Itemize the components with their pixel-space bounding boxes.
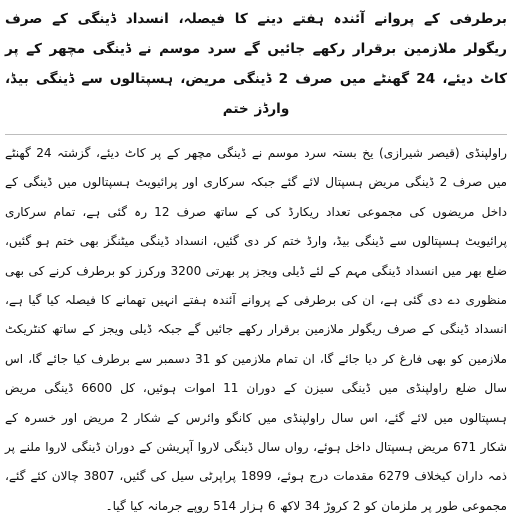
headline-divider (5, 134, 507, 135)
article-headline: برطرفی کے پروانے آئندہ ہفتے دینے کا فیصلہ، انسداد ڈینگی کے صرف ریگولر ملازمین برقرار رکھے جائیں گے سرد موسم نے ڈینگی مچھر کے پر کاٹ دیئے، 24 گھنٹے میں صرف 2 ڈینگی مریض، ہسپتالوں سے ڈینگی بیڈ، وارڈز ختم (5, 11, 507, 117)
article-body: راولپنڈی (قیصر شیرازی) یخ بستہ سرد موسم نے ڈینگی مچھر کے پر کاٹ دیئے، گزشتہ 24 گھنٹے میں صرف 2 ڈینگی مریض ہسپتال لائے گئے جبکہ سرکاری اور پرائیویٹ ہسپتالوں میں ڈینگی کے داخل مریضوں کی مجموعی تعداد ریکارڈ کی کے ساتھ صرف 12 رہ گئی ہے، تمام سرکاری پرائیویٹ ہسپتالوں سے ڈینگی بیڈ، وارڈ ختم کر دی گئیں، انسداد ڈینگی میٹنگز بھی ختم ہو گئیں، ضلع بھر میں انسداد ڈینگی مہم کے لئے ڈیلی ویجز پر بھرتی 3200 ورکرز کو برطرف کرنے کی بھی منظوری دے دی گئی ہے، ان کی برطرفی کے پروانے آئندہ ہفتے انہیں تھمانے کا فیصلہ کیا گیا ہے، انسداد ڈینگی کے صرف ریگولر ملازمین برقرار رکھے جائیں گے جبکہ ڈیلی ویجز کے ساتھ کنٹریکٹ ملازمین کو بھی فارغ کر دیا جائے گا، ان تمام ملازمین کو 31 دسمبر سے برطرف کیا جائے گا، اس سال ضلع راولپنڈی میں ڈینگی سیزن کے دوران 11 اموات ہوئیں، کل 6600 ڈینگی مریض ہسپتالوں میں لائے گئے، اس سال راولپنڈی میں کانگو وائرس کے شکار 2 مریض اور خسرہ کے شکار 671 مریض ہسپتال داخل ہوئے، رواں سال ڈینگی لاروا آپریشن کے دوران ڈینگی لاروا ملنے پر ذمہ داران کیخلاف 6279 مقدمات درج ہوئے، 1899 پراپرٹی سیل کی گئیں، 3807 چالان کئے گئے، مجموعی طور پر ملزمان کو 2 کروڑ 34 لاکھ 6 ہزار 514 روپے جرمانہ کیا گیا۔ (5, 146, 508, 513)
